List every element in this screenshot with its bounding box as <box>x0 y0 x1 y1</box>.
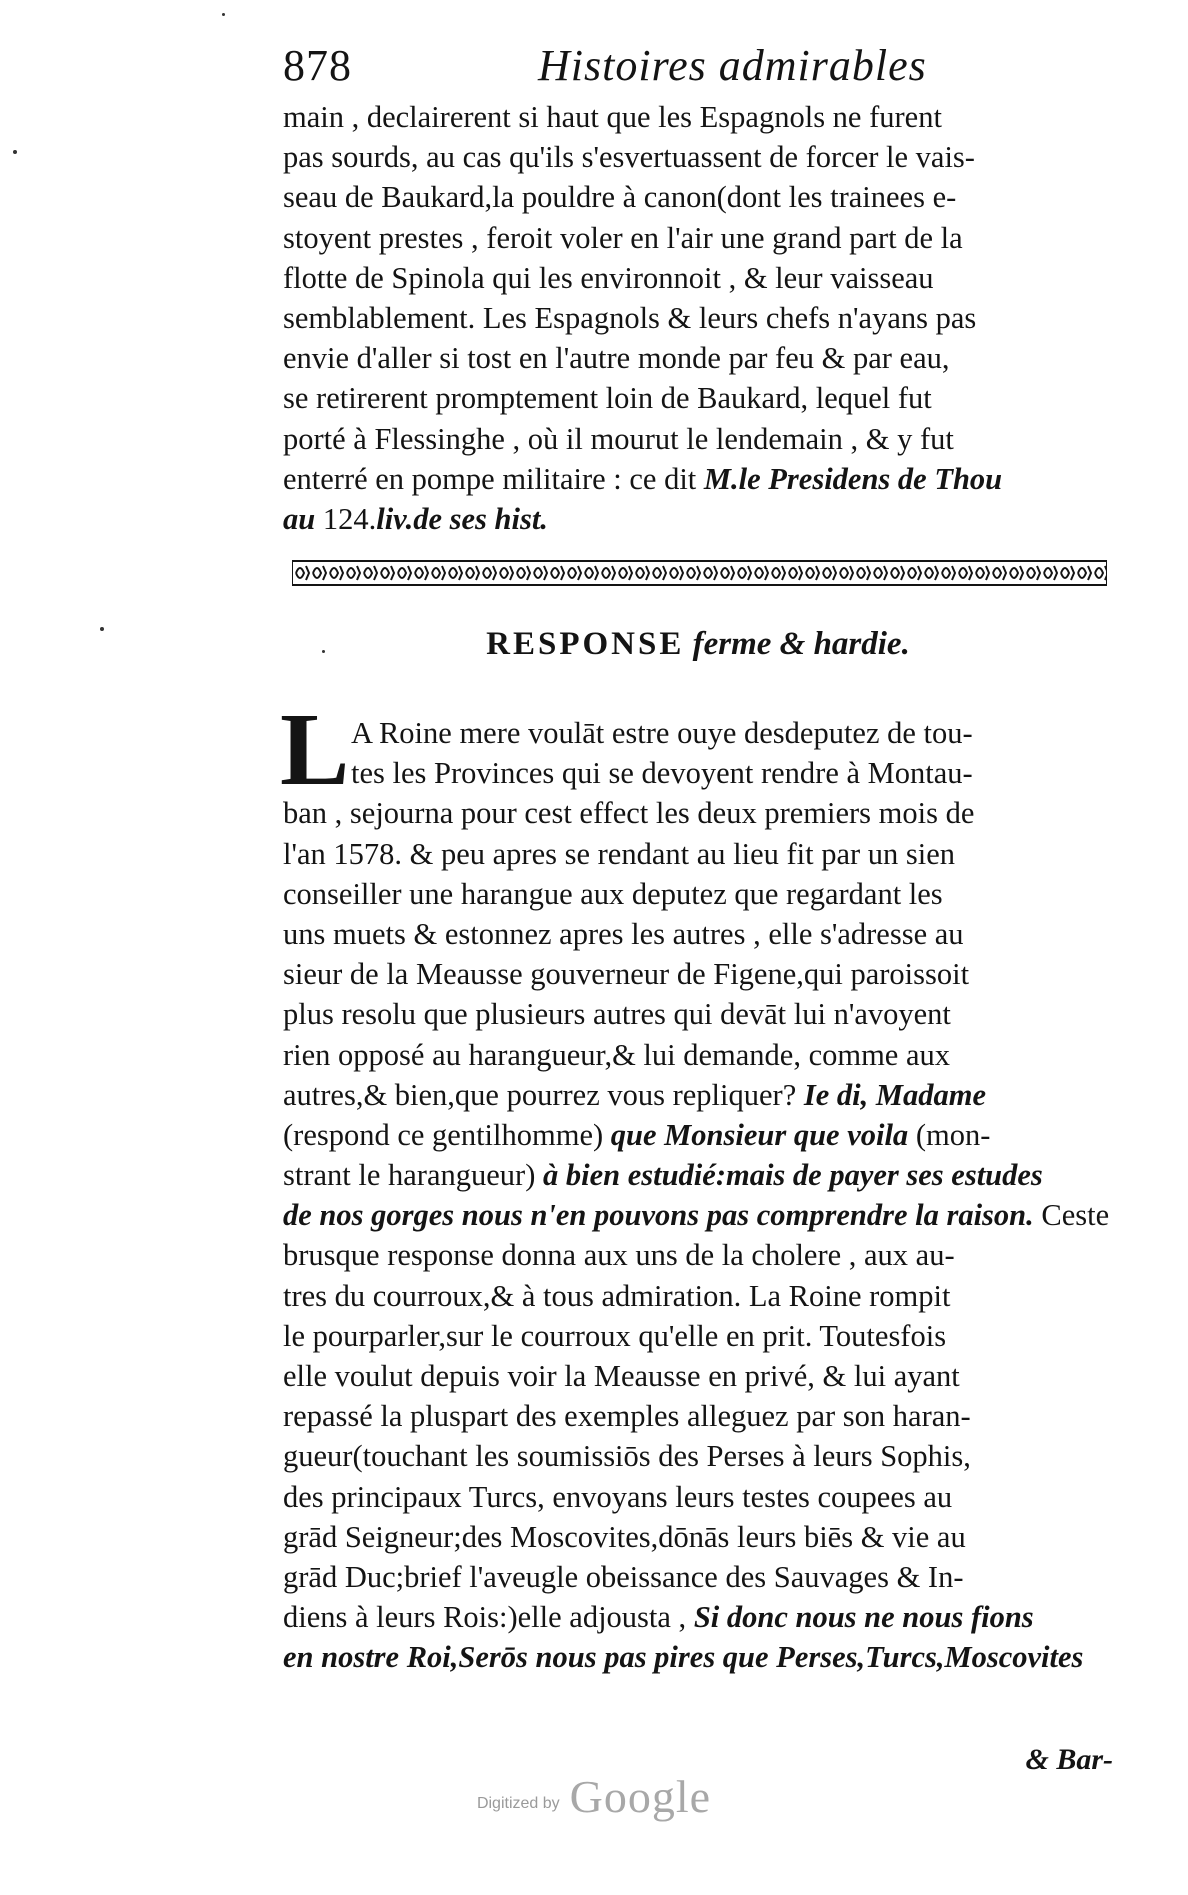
google-logo: Google <box>569 1771 712 1822</box>
italic-run: liv.de ses hist. <box>376 501 548 536</box>
ornament-unit <box>551 566 564 580</box>
text-run: sieur de la Meausse gouverneur de Figene,qui paroissoit <box>283 957 970 992</box>
text-line <box>283 1396 1113 1436</box>
text-line <box>283 338 1113 378</box>
margin-speck <box>322 650 325 653</box>
ornament-unit <box>483 566 496 580</box>
text-line <box>283 1436 1113 1476</box>
text-line <box>283 258 1113 298</box>
text-line <box>283 177 1113 217</box>
text-run: strant le harangueur) <box>283 1158 543 1193</box>
ornament-unit <box>738 566 751 580</box>
text-run: plus resolu que plusieurs autres qui devāt lui n'avoyent <box>283 997 951 1032</box>
ornament-unit <box>415 566 428 580</box>
text-line <box>283 1477 1113 1517</box>
text-run: le pourparler,sur le courroux qu'elle en prit. Toutesfois <box>283 1318 947 1353</box>
text-line <box>283 499 1113 539</box>
text-run: main , declairerent si haut que les Espagnols ne furent <box>283 100 942 134</box>
ornament-unit <box>398 566 411 580</box>
ornament-unit <box>772 566 785 580</box>
text-line <box>283 97 1113 137</box>
text-line <box>283 459 1113 499</box>
text-run: ban , sejourna pour cest effect les deux premiers mois de <box>283 796 975 831</box>
text-line <box>283 1517 1113 1557</box>
text-run: gueur(touchant les soumissiōs des Perses à leurs Sophis, <box>283 1439 971 1474</box>
text-line <box>283 1195 1113 1235</box>
ornament-unit <box>1078 566 1091 580</box>
ornament-unit <box>432 566 445 580</box>
text-run: se retirerent promptement loin de Baukard, lequel fut <box>283 381 932 416</box>
ornament-unit <box>449 566 462 580</box>
ornament-unit <box>585 566 598 580</box>
text-run: autres,& bien,que pourrez vous repliquer? <box>283 1077 804 1112</box>
ornament-unit <box>908 566 921 580</box>
ornament-unit <box>874 566 887 580</box>
ornament-unit <box>619 566 632 580</box>
ornament-unit <box>500 566 513 580</box>
ornament-unit <box>993 566 1006 580</box>
ornament-unit <box>857 566 870 580</box>
continued-paragraph <box>283 97 1113 539</box>
digitization-watermark <box>0 1770 1188 1823</box>
margin-speck <box>100 627 104 631</box>
text-run: Ceste <box>1033 1198 1110 1233</box>
ornament-unit <box>364 566 377 580</box>
main-paragraph <box>283 713 1113 1678</box>
ornament-unit <box>942 566 955 580</box>
text-line <box>283 1557 1113 1597</box>
ornament-unit <box>602 566 615 580</box>
ornament-unit <box>1061 566 1074 580</box>
text-run: elle voulut depuis voir la Meausse en privé, & lui ayant <box>283 1359 960 1393</box>
text-line <box>283 713 1113 753</box>
text-run: A Roine mere voulāt estre ouye desdeputez de tou- <box>351 716 973 750</box>
text-line <box>283 1035 1113 1075</box>
italic-run: que Monsieur que voila <box>610 1117 909 1152</box>
text-run: l'an 1578. & peu apres se rendant au lieu fit par un sien <box>283 836 956 871</box>
text-line <box>283 419 1113 459</box>
ornament-unit <box>653 566 666 580</box>
running-title: Histoires admirables <box>538 41 927 90</box>
text-line <box>283 1075 1113 1115</box>
text-line <box>283 834 1113 874</box>
ornament-unit <box>1010 566 1023 580</box>
catchword: & Bar- <box>1025 1743 1113 1776</box>
text-run: porté à Flessinghe , où il mourut le lendemain , & y fut <box>283 421 954 456</box>
text-run: grād Seigneur;des Moscovites,dōnās leurs biēs & vie au <box>283 1519 966 1554</box>
page-number: 878 <box>283 41 352 90</box>
text-line <box>283 753 1113 793</box>
text-run: rien opposé au harangueur,& lui demande, comme aux <box>283 1037 951 1072</box>
ornament-unit <box>721 566 734 580</box>
text-run: grād Duc;brief l'aveugle obeissance des Sauvages & In- <box>283 1559 964 1594</box>
text-line <box>283 1597 1113 1637</box>
ornament-unit <box>840 566 853 580</box>
text-line <box>283 793 1113 833</box>
ornament-unit <box>381 566 394 580</box>
ornament-unit <box>1095 566 1107 580</box>
text-run: enterré en pompe militaire : ce dit <box>283 461 704 496</box>
text-line <box>283 994 1113 1034</box>
ornament-unit <box>517 566 530 580</box>
ornament-unit <box>925 566 938 580</box>
ornament-unit <box>976 566 989 580</box>
ornament-unit <box>1027 566 1040 580</box>
italic-run: à bien estudié:mais de payer ses estudes <box>542 1158 1043 1193</box>
ornament-unit <box>959 566 972 580</box>
ornament-unit <box>568 566 581 580</box>
text-line <box>283 914 1113 954</box>
ornament-unit <box>330 566 343 580</box>
text-run: tres du courroux,& à tous admiration. La Roine rompit <box>283 1278 951 1313</box>
text-line <box>283 137 1113 177</box>
text-line <box>283 954 1113 994</box>
ornament-unit <box>313 566 326 580</box>
italic-run: Si donc nous ne nous fions <box>693 1600 1034 1635</box>
ornament-unit <box>534 566 547 580</box>
text-run: (respond ce gentilhomme) <box>283 1117 611 1152</box>
text-line <box>283 298 1113 338</box>
section-heading-italic: ferme & hardie. <box>692 626 910 662</box>
margin-speck <box>222 13 225 16</box>
text-run: flotte de Spinola qui les environnoit , & leur vaisseau <box>283 260 934 295</box>
ornament-unit <box>347 566 360 580</box>
ornament-unit <box>823 566 836 580</box>
ornament-unit <box>891 566 904 580</box>
ornament-unit <box>636 566 649 580</box>
text-line <box>283 1356 1113 1396</box>
text-run: envie d'aller si tost en l'autre monde par feu & par eau, <box>283 341 950 376</box>
text-run: (mon- <box>908 1117 991 1152</box>
ornament-unit <box>755 566 768 580</box>
text-run: uns muets & estonnez apres les autres , elle s'adresse au <box>283 916 964 951</box>
text-run: repassé la pluspart des exemples alleguez par son haran- <box>283 1399 971 1434</box>
text-line <box>283 1637 1113 1677</box>
text-run: stoyent prestes , feroit voler en l'air une grand part de la <box>283 220 963 255</box>
text-line <box>283 1155 1113 1195</box>
text-run: 124. <box>315 501 377 536</box>
text-run: conseiller une harangue aux deputez que regardant les <box>283 876 943 911</box>
page-header <box>283 40 1113 100</box>
printer-ornament <box>292 558 1107 588</box>
text-run: seau de Baukard,la pouldre à canon(dont les trainees e- <box>283 180 957 215</box>
ornament-unit <box>687 566 700 580</box>
ornament-unit <box>466 566 479 580</box>
text-run: tes les Provinces qui se devoyent rendre à Montau- <box>351 756 973 791</box>
section-heading-caps: RESPONSE <box>486 626 685 662</box>
text-run: brusque response donna aux uns de la cholere , aux au- <box>283 1238 955 1273</box>
text-line <box>283 874 1113 914</box>
ornament-unit <box>704 566 717 580</box>
digitized-by-label: Digitized by <box>476 1795 560 1812</box>
text-line <box>283 1235 1113 1275</box>
italic-run: de nos gorges nous n'en pouvons pas comprendre la raison. <box>283 1198 1034 1233</box>
ornament-unit <box>806 566 819 580</box>
ornament-unit <box>670 566 683 580</box>
ornament-unit <box>789 566 802 580</box>
text-line <box>283 218 1113 258</box>
text-line <box>283 1276 1113 1316</box>
italic-run: Ie di, Madame <box>803 1077 986 1112</box>
margin-speck <box>13 150 17 154</box>
text-line <box>283 378 1113 418</box>
text-run: des principaux Turcs, envoyans leurs testes coupees au <box>283 1479 953 1514</box>
drop-cap: L <box>280 692 350 807</box>
italic-run: M.le Presidens de Thou <box>703 461 1003 496</box>
text-run: pas sourds, au cas qu'ils s'esvertuassent de forcer le vais- <box>283 140 975 175</box>
italic-run: en nostre Roi,Serōs nous pas pires que Perses,Turcs,Moscovites <box>283 1640 1084 1675</box>
text-run: diens à leurs Rois:)elle adjousta , <box>283 1600 694 1635</box>
text-line <box>283 1316 1113 1356</box>
section-heading <box>283 626 1113 663</box>
ornament-unit <box>296 566 309 580</box>
ornament-unit <box>1044 566 1057 580</box>
italic-run: au <box>283 501 316 536</box>
text-line <box>283 1115 1113 1155</box>
text-run: semblablement. Les Espagnols & leurs chefs n'ayans pas <box>283 300 977 335</box>
